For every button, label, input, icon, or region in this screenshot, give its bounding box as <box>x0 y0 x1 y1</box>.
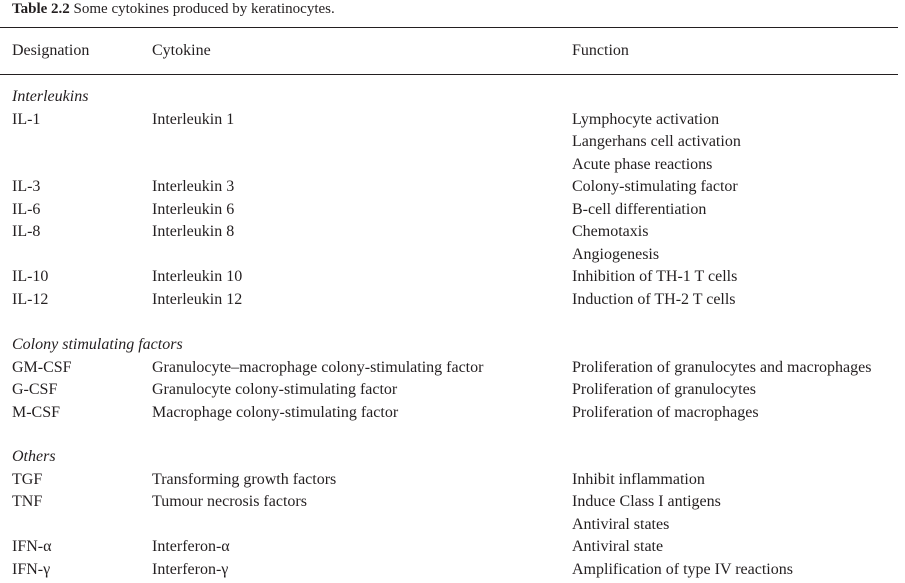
cell-cytokine: Interleukin 3 <box>152 178 235 195</box>
cell-function: Amplification of type IV reactions <box>572 560 793 578</box>
cell-designation: G-CSF <box>12 381 58 398</box>
cell-designation: IL-8 <box>12 223 41 240</box>
cell-function: Proliferation of macrophages <box>572 403 759 421</box>
cell-cytokine: Interleukin 6 <box>152 200 235 218</box>
cell-function: Acute phase reactions <box>572 155 713 173</box>
cell-function: Chemotaxis <box>572 223 649 240</box>
cell-cytokine: Interleukin 12 <box>152 290 243 308</box>
cell-cytokine: Interferon-α <box>152 538 230 555</box>
cell-designation: IL-3 <box>12 178 41 195</box>
cell-cytokine: Interleukin 8 <box>152 223 235 240</box>
cell-function: Proliferation of granulocytes <box>572 381 756 398</box>
cell-function: Angiogenesis <box>572 245 660 263</box>
cell-function: Proliferation of granulocytes and macrophages <box>572 358 872 376</box>
section-title: Colony stimulating factors <box>12 336 183 353</box>
cell-designation: TGF <box>12 470 43 488</box>
cell-cytokine: Transforming growth factors <box>152 470 337 488</box>
cell-designation: IL-12 <box>12 290 49 308</box>
cell-designation: IL-1 <box>12 110 41 128</box>
cell-designation: IFN-α <box>12 538 52 555</box>
cell-designation: M-CSF <box>12 403 61 421</box>
cell-designation: GM-CSF <box>12 358 72 376</box>
cell-cytokine: Granulocyte colony-stimulating factor <box>152 381 398 398</box>
cell-function: Antiviral state <box>572 538 664 555</box>
cell-designation: TNF <box>12 493 43 510</box>
cell-function: B-cell differentiation <box>572 200 707 218</box>
top-rule <box>0 27 898 28</box>
cell-cytokine: Interferon-γ <box>152 560 229 578</box>
cell-function: Lymphocyte activation <box>572 110 720 128</box>
table-title: Some cytokines produced by keratinocytes. <box>73 1 335 17</box>
cell-designation: IFN-γ <box>12 560 51 578</box>
cell-cytokine: Interleukin 10 <box>152 268 243 285</box>
cell-function: Langerhans cell activation <box>572 133 741 150</box>
cell-cytokine: Granulocyte–macrophage colony-stimulating factor <box>152 358 484 376</box>
cell-cytokine: Tumour necrosis factors <box>152 493 307 510</box>
cell-function: Colony-stimulating factor <box>572 178 738 195</box>
cell-function: Induce Class I antigens <box>572 493 721 510</box>
header-rule <box>0 74 898 75</box>
cell-function: Antiviral states <box>572 515 670 533</box>
cell-function: Inhibit inflammation <box>572 470 705 488</box>
cell-cytokine: Macrophage colony-stimulating factor <box>152 403 399 421</box>
column-header-cytokine: Cytokine <box>152 42 211 59</box>
table-label: Table 2.2 <box>12 1 70 17</box>
cell-function: Inhibition of TH-1 T cells <box>572 268 738 285</box>
cell-cytokine: Interleukin 1 <box>152 110 235 128</box>
cell-designation: IL-6 <box>12 200 41 218</box>
section-title: Others <box>12 448 56 465</box>
cell-designation: IL-10 <box>12 268 49 285</box>
column-header-designation: Designation <box>12 42 90 59</box>
column-header-function: Function <box>572 42 629 59</box>
table-caption <box>12 0 335 18</box>
cell-function: Induction of TH-2 T cells <box>572 290 736 308</box>
section-title: Interleukins <box>12 88 89 105</box>
